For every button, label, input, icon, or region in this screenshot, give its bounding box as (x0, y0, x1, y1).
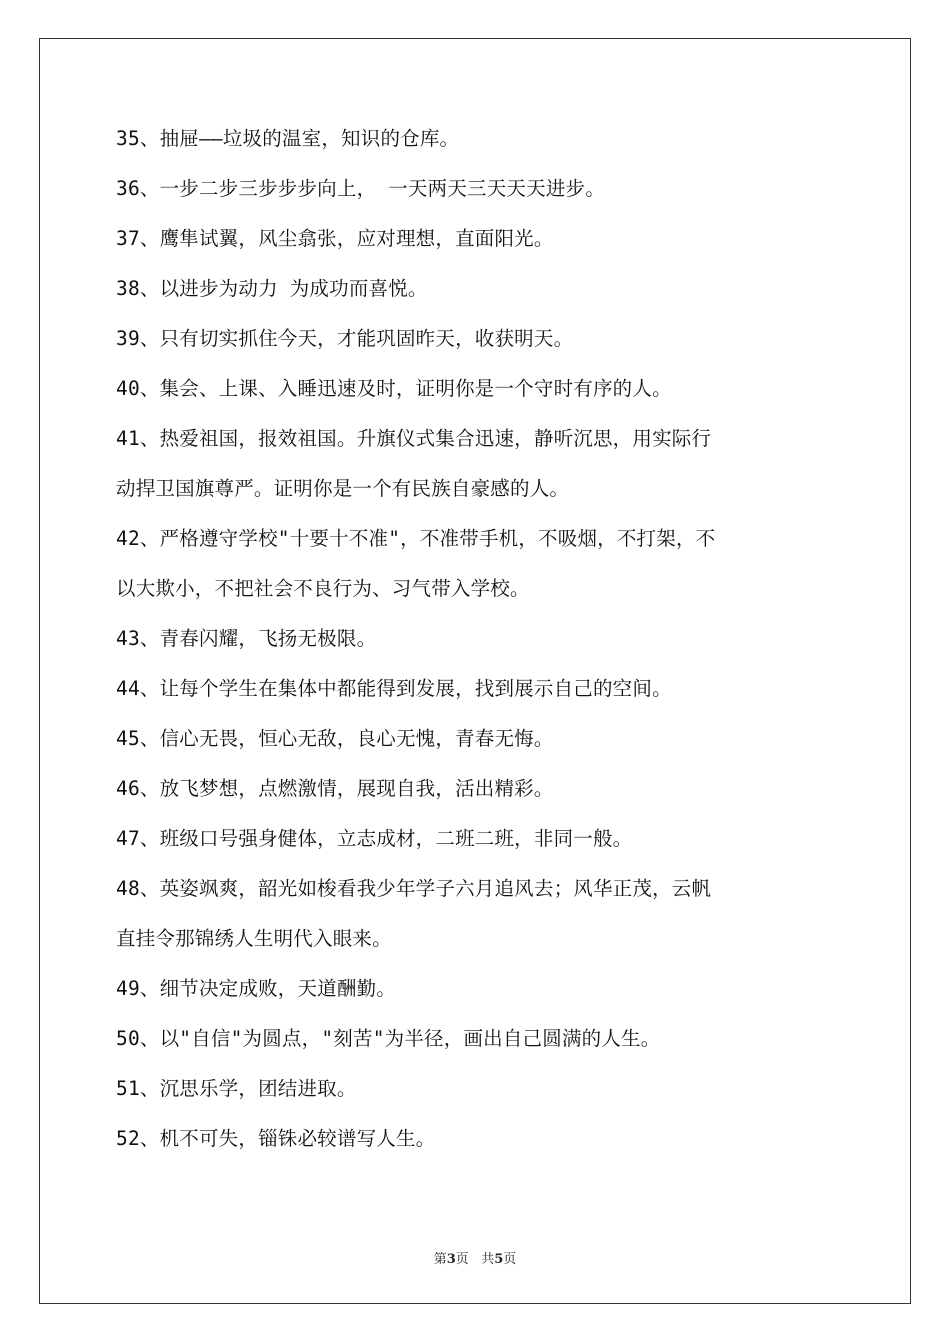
text-line: 51、沉思乐学，团结进取。 (116, 1077, 357, 1100)
text-line: 48、英姿飒爽，韶光如梭看我少年学子六月追风去；风华正茂，云帆 (116, 877, 712, 900)
text-line: 35、抽屉——垃圾的温室，知识的仓库。 (116, 127, 460, 150)
text-line: 直挂令那锦绣人生明代入眼来。 (116, 927, 392, 950)
text-line: 39、只有切实抓住今天，才能巩固昨天，收获明天。 (116, 327, 574, 350)
page-suffix: 页 (455, 1252, 469, 1267)
page-footer (0, 1248, 950, 1267)
text-line: 50、以"自信"为圆点，"刻苦"为半径，画出自己圆满的人生。 (116, 1027, 661, 1050)
text-line: 47、班级口号强身健体，立志成材，二班二班，非同一般。 (116, 827, 633, 850)
text-line: 37、鹰隼试翼，风尘翕张，应对理想，直面阳光。 (116, 227, 554, 250)
page-prefix: 第 (433, 1252, 447, 1267)
text-line: 42、严格遵守学校"十要十不准"，不准带手机，不吸烟，不打架，不 (116, 527, 716, 550)
text-line: 43、青春闪耀，飞扬无极限。 (116, 627, 377, 650)
text-line: 40、集会、上课、入睡迅速及时，证明你是一个守时有序的人。 (116, 377, 672, 400)
text-line: 动捍卫国旗尊严。证明你是一个有民族自豪感的人。 (116, 477, 570, 500)
document-body (116, 128, 846, 1178)
total-pages: 5 (494, 1252, 504, 1267)
text-line: 46、放飞梦想，点燃激情，展现自我，活出精彩。 (116, 777, 554, 800)
text-line: 36、一步二步三步步步向上， 一天两天三天天天进步。 (116, 177, 605, 200)
text-line: 49、细节决定成败，天道酬勤。 (116, 977, 396, 1000)
text-line: 52、机不可失，锱铢必较谱写人生。 (116, 1127, 436, 1150)
text-line: 以大欺小，不把社会不良行为、习气带入学校。 (116, 577, 530, 600)
total-prefix: 共 (481, 1252, 495, 1267)
text-line: 45、信心无畏，恒心无敌，良心无愧，青春无悔。 (116, 727, 554, 750)
text-line: 38、以进步为动力 为成功而喜悦。 (116, 277, 428, 300)
text-line: 44、让每个学生在集体中都能得到发展，找到展示自己的空间。 (116, 677, 672, 700)
text-line: 41、热爱祖国，报效祖国。升旗仪式集合迅速，静听沉思，用实际行 (116, 427, 712, 450)
page-number: 3 (446, 1252, 456, 1267)
total-suffix: 页 (503, 1252, 517, 1267)
